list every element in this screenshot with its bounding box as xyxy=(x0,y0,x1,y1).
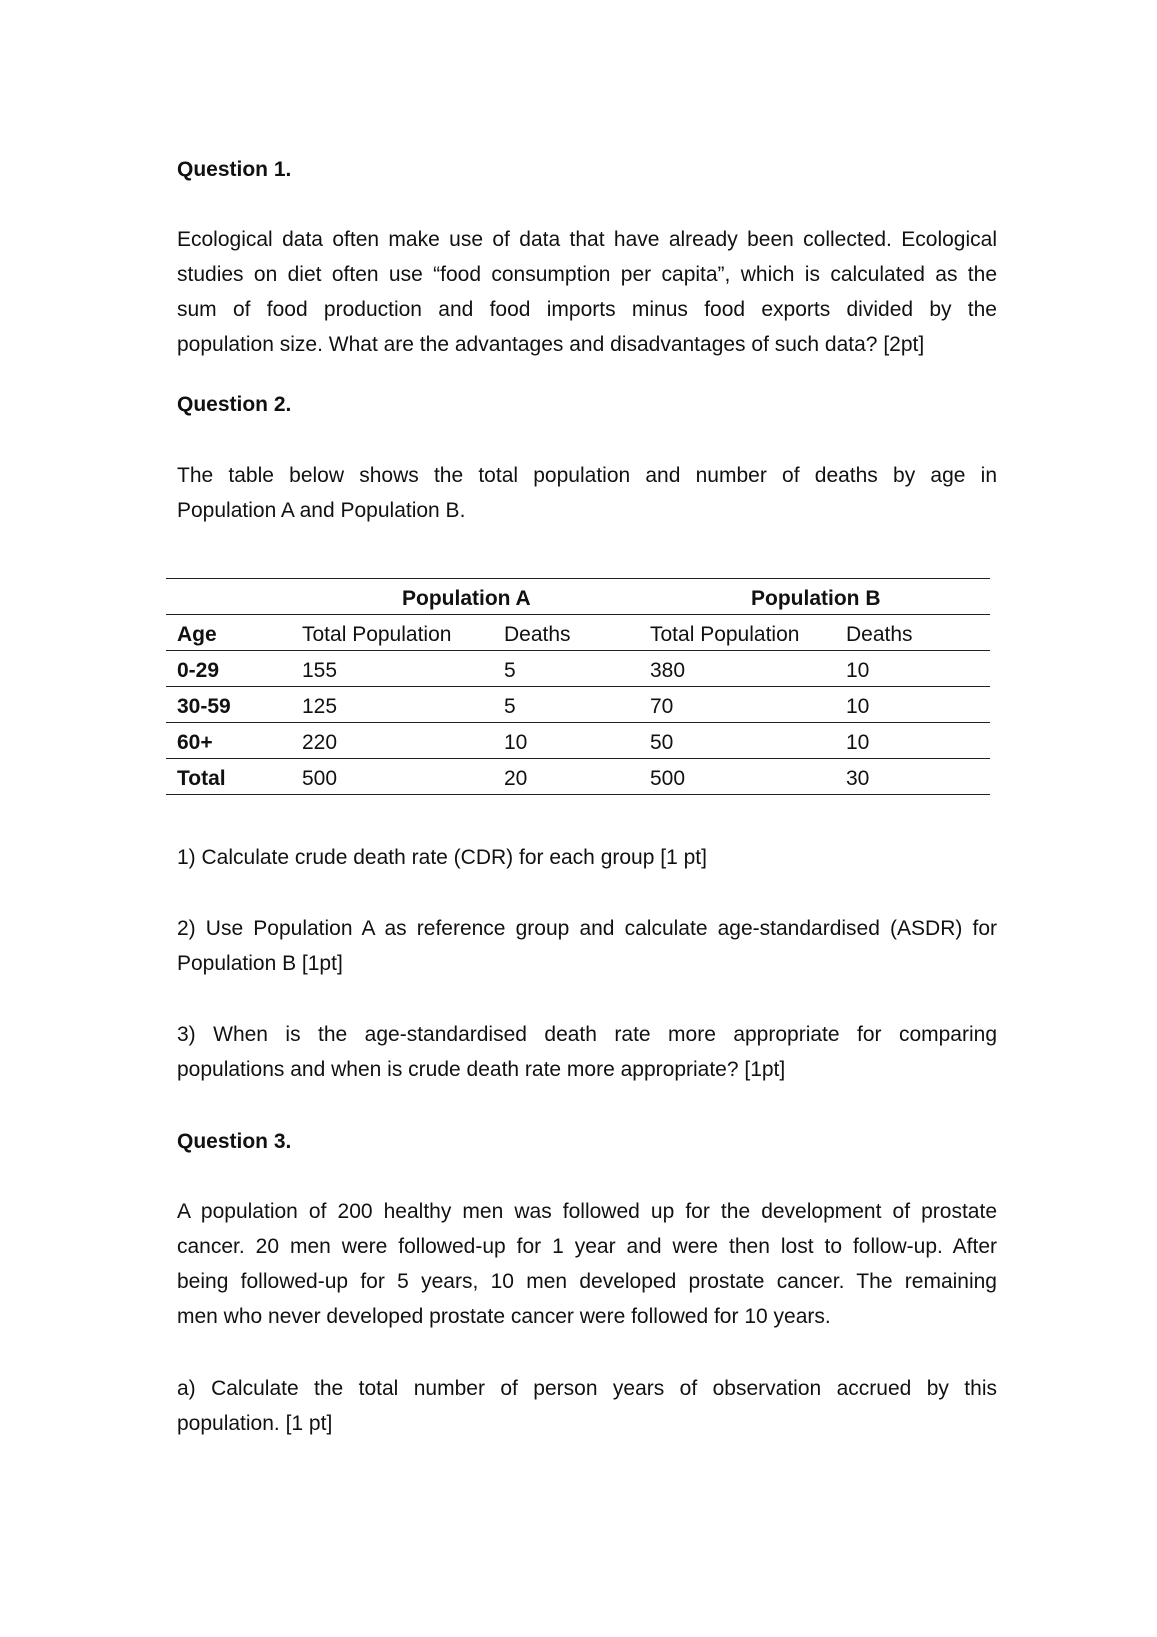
question-3-line: men who never developed prostate cancer were followed for 10 years. xyxy=(177,1305,831,1328)
group-header-population-a: Population A xyxy=(402,587,531,610)
table-row-age: 60+ xyxy=(177,731,213,754)
table-cell: 10 xyxy=(846,731,870,754)
question-3-text xyxy=(177,1194,997,1334)
question-3-heading: Question 3. xyxy=(177,1130,292,1153)
table-row-age: 30-59 xyxy=(177,695,231,718)
table-cell: 10 xyxy=(846,695,870,718)
table-cell: 125 xyxy=(302,695,338,718)
table-rule-header xyxy=(166,650,990,651)
table-rule-bottom xyxy=(166,794,990,795)
column-header-age: Age xyxy=(177,623,217,646)
question-2-sub-3-line: populations and when is crude death rate more appropriate? [1pt] xyxy=(177,1058,786,1081)
table-cell: 20 xyxy=(504,767,528,790)
question-1-line: population size. What are the advantages and disadvantages of such data? [2pt] xyxy=(177,333,925,356)
question-1-heading: Question 1. xyxy=(177,158,292,181)
question-2-sub-3 xyxy=(177,1017,997,1087)
table-cell: 10 xyxy=(846,659,870,682)
table-cell: 30 xyxy=(846,767,870,790)
question-2-sub-1-line: 1) Calculate crude death rate (CDR) for each group [1 pt] xyxy=(177,846,707,869)
column-header-total-b: Total Population xyxy=(650,623,800,646)
question-1-line: studies on diet often use “food consumption per capita”, which is calculated as the xyxy=(177,263,997,286)
question-1-line: sum of food production and food imports minus food exports divided by the xyxy=(177,298,997,321)
table-cell: 155 xyxy=(302,659,338,682)
question-3-sub-a-line: a) Calculate the total number of person years of observation accrued by this xyxy=(177,1377,997,1400)
column-header-deaths-b: Deaths xyxy=(846,623,913,646)
column-header-total-a: Total Population xyxy=(302,623,452,646)
question-2-sub-2-line: 2) Use Population A as reference group and calculate age-standardised (ASDR) for xyxy=(177,917,997,940)
table-row-age: Total xyxy=(177,767,226,790)
table-row-rule xyxy=(166,758,990,759)
question-2-sub-2-line: Population B [1pt] xyxy=(177,952,343,975)
question-3-sub-a xyxy=(177,1371,997,1441)
table-row-rule xyxy=(166,686,990,687)
table-rule-group xyxy=(166,614,990,615)
group-header-population-b: Population B xyxy=(751,587,881,610)
question-2-heading: Question 2. xyxy=(177,393,292,416)
column-header-deaths-a: Deaths xyxy=(504,623,571,646)
table-cell: 10 xyxy=(504,731,528,754)
question-2-sub-3-line: 3) When is the age-standardised death rate more appropriate for comparing xyxy=(177,1023,997,1046)
question-1-line: Ecological data often make use of data that have already been collected. Ecological xyxy=(177,228,997,251)
question-3-line: being followed-up for 5 years, 10 men developed prostate cancer. The remaining xyxy=(177,1270,997,1293)
table-cell: 500 xyxy=(650,767,686,790)
question-2-intro xyxy=(177,458,997,528)
question-2-sub-2 xyxy=(177,911,997,981)
table-cell: 70 xyxy=(650,695,674,718)
question-2-sub-1 xyxy=(177,840,997,875)
table-cell: 380 xyxy=(650,659,686,682)
table-row-age: 0-29 xyxy=(177,659,220,682)
table-cell: 220 xyxy=(302,731,338,754)
table-cell: 5 xyxy=(504,695,516,718)
question-3-line: cancer. 20 men were followed-up for 1 year and were then lost to follow-up. After xyxy=(177,1235,997,1258)
table-rule-top xyxy=(166,578,990,579)
table-row-rule xyxy=(166,722,990,723)
question-3-line: A population of 200 healthy men was followed up for the development of prostate xyxy=(177,1200,997,1223)
question-3-sub-a-line: population. [1 pt] xyxy=(177,1412,333,1435)
table-cell: 500 xyxy=(302,767,338,790)
question-2-intro-line: The table below shows the total population and number of deaths by age in xyxy=(177,464,997,487)
table-cell: 50 xyxy=(650,731,674,754)
question-1-text xyxy=(177,222,997,362)
question-2-intro-line: Population A and Population B. xyxy=(177,499,466,522)
table-cell: 5 xyxy=(504,659,516,682)
